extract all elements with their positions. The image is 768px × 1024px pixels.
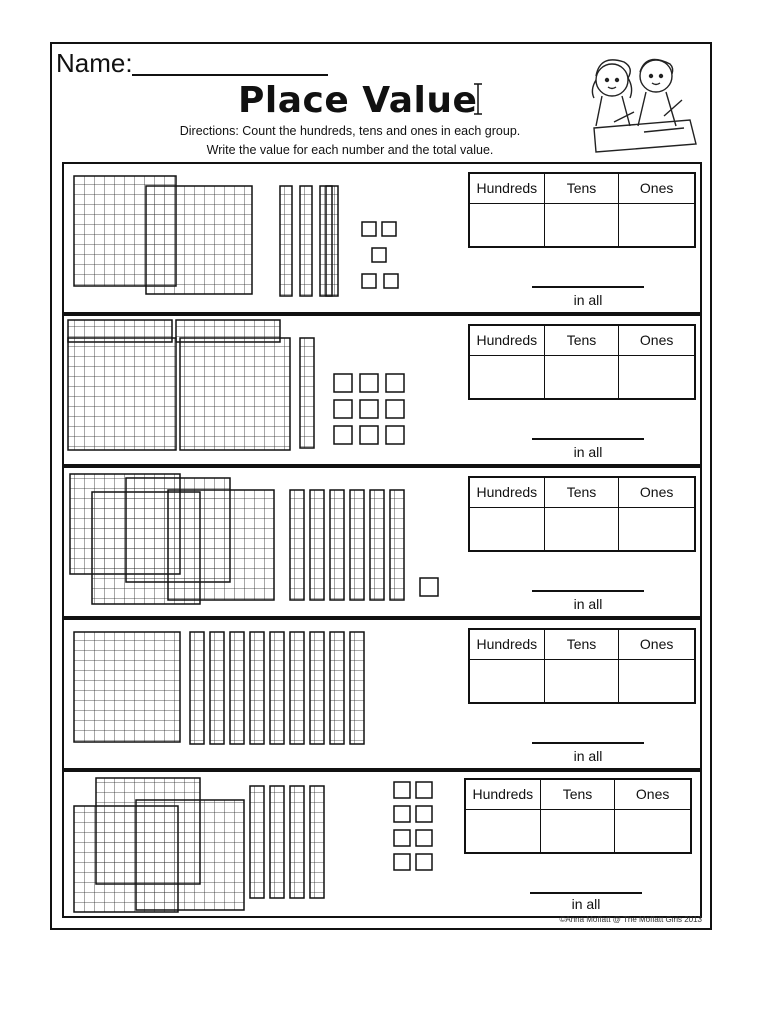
hundreds-answer-cell[interactable] xyxy=(470,660,545,702)
in-all-label: in all xyxy=(573,444,603,460)
in-all-label: in all xyxy=(571,896,601,912)
problem-row-3 xyxy=(62,466,702,618)
name-label: Name: xyxy=(56,48,133,78)
name-line[interactable] xyxy=(132,74,328,76)
tens-answer-cell[interactable] xyxy=(545,204,620,246)
ones-answer-cell[interactable] xyxy=(619,356,694,398)
tens-answer-cell[interactable] xyxy=(545,660,620,702)
in-all-label: in all xyxy=(573,596,603,612)
ones-answer-cell[interactable] xyxy=(615,810,690,852)
ones-answer-cell[interactable] xyxy=(619,660,694,702)
header-hundreds: Hundreds xyxy=(470,174,545,204)
header-tens: Tens xyxy=(545,478,620,508)
directions-line-2: Write the value for each number and the total value. xyxy=(206,143,494,157)
base-ten-blocks-5 xyxy=(64,772,464,920)
base-ten-blocks-4 xyxy=(64,620,464,768)
hundreds-answer-cell[interactable] xyxy=(466,810,541,852)
problem-row-4 xyxy=(62,618,702,770)
header-hundreds: Hundreds xyxy=(470,478,545,508)
place-value-table-4 xyxy=(468,628,696,704)
place-value-table-3 xyxy=(468,476,696,552)
total-answer-line[interactable] xyxy=(532,286,644,288)
problem-row-2 xyxy=(62,314,702,466)
ones-answer-cell[interactable] xyxy=(619,508,694,550)
directions-line-1: Directions: Count the hundreds, tens and ones in each group. xyxy=(179,124,521,138)
base-ten-blocks-1 xyxy=(64,164,464,312)
hundreds-answer-cell[interactable] xyxy=(470,508,545,550)
in-all-label: in all xyxy=(573,748,603,764)
hundreds-answer-cell[interactable] xyxy=(470,204,545,246)
tens-answer-cell[interactable] xyxy=(545,356,620,398)
base-ten-blocks-3 xyxy=(64,468,464,616)
header-hundreds: Hundreds xyxy=(470,630,545,660)
directions xyxy=(122,122,578,160)
header-tens: Tens xyxy=(545,174,620,204)
header-ones: Ones xyxy=(619,630,694,660)
problem-row-5 xyxy=(62,770,702,918)
header-hundreds: Hundreds xyxy=(466,780,541,810)
header-tens: Tens xyxy=(545,326,620,356)
place-value-table-2 xyxy=(468,324,696,400)
kids-clipart-icon xyxy=(574,46,702,156)
ones-answer-cell[interactable] xyxy=(619,204,694,246)
total-answer-line[interactable] xyxy=(530,892,642,894)
tens-answer-cell[interactable] xyxy=(541,810,616,852)
header-ones: Ones xyxy=(615,780,690,810)
base-ten-blocks-2 xyxy=(64,316,464,464)
header-tens: Tens xyxy=(545,630,620,660)
header-ones: Ones xyxy=(619,326,694,356)
place-value-table-1 xyxy=(468,172,696,248)
worksheet xyxy=(50,42,712,930)
total-answer-line[interactable] xyxy=(532,742,644,744)
place-value-table-5 xyxy=(464,778,692,854)
hundreds-answer-cell[interactable] xyxy=(470,356,545,398)
copyright-text: ©Anna Moffatt @ The Moffatt Girls 2013 xyxy=(559,915,702,924)
total-answer-line[interactable] xyxy=(532,438,644,440)
text-cursor-icon xyxy=(474,82,482,116)
tens-answer-cell[interactable] xyxy=(545,508,620,550)
header-ones: Ones xyxy=(619,478,694,508)
page-title: Place Value xyxy=(238,80,478,121)
header-ones: Ones xyxy=(619,174,694,204)
header-hundreds: Hundreds xyxy=(470,326,545,356)
total-answer-line[interactable] xyxy=(532,590,644,592)
in-all-label: in all xyxy=(573,292,603,308)
problem-row-1 xyxy=(62,162,702,314)
header-tens: Tens xyxy=(541,780,616,810)
